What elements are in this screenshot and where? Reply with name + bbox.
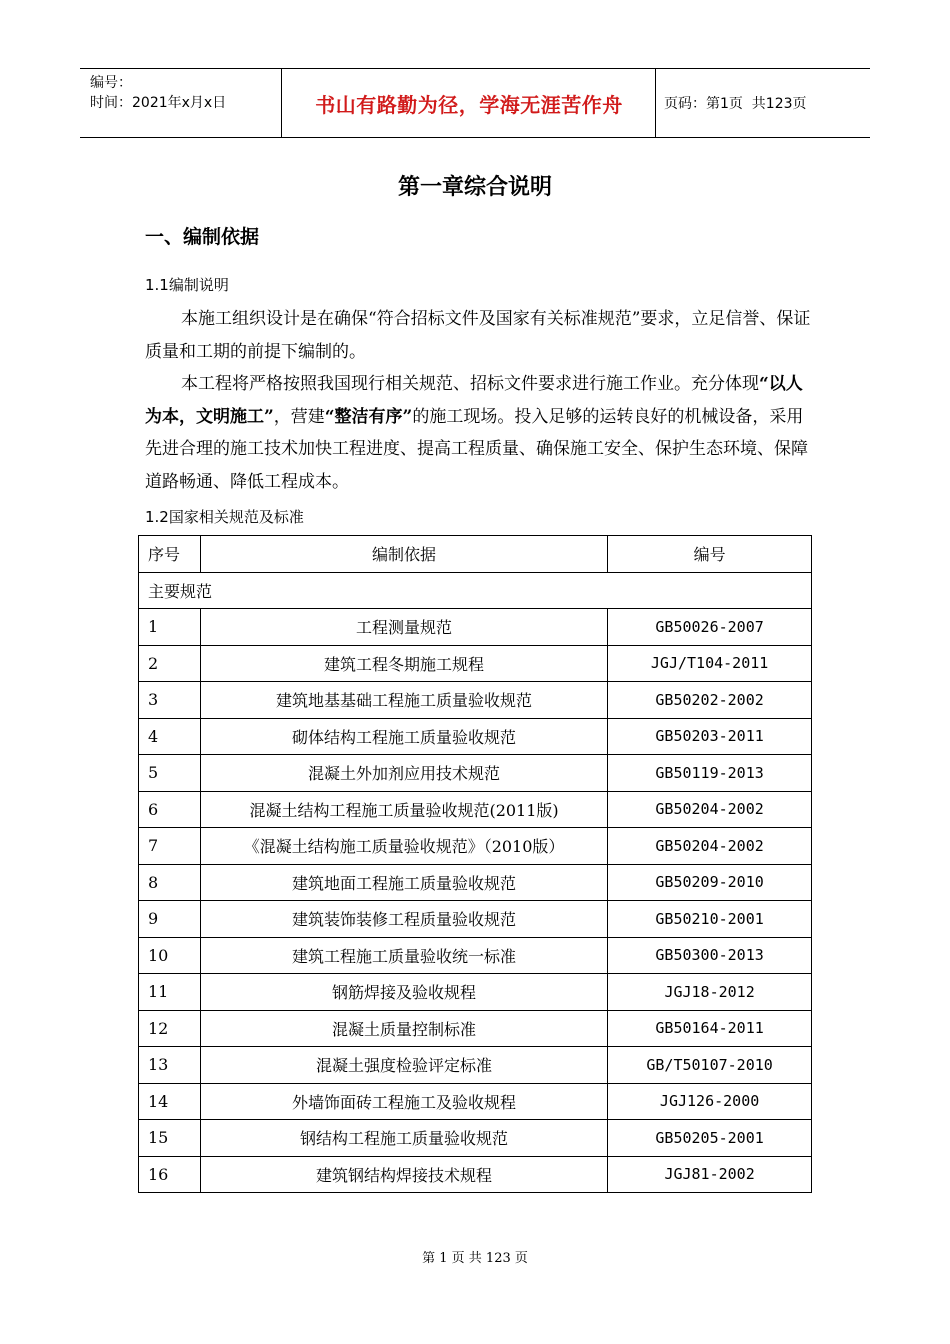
row-index: 4	[139, 718, 201, 755]
table-row	[139, 1047, 812, 1084]
column-header: 序号	[139, 536, 201, 573]
table-row	[139, 901, 812, 938]
standard-code: GB50204-2002	[608, 828, 812, 865]
document-number-label: 编号：	[90, 75, 132, 91]
paragraph: 本施工组织设计是在确保“符合招标文件及国家有关标准规范”要求，立足信誉、保证质量和工期的前提下编制的。	[145, 309, 811, 362]
paragraph-text: 的施工现场。投入足够的运转良好的机械设备，采用先进合理的施工技术加快工程进度、提高工程质量、确保施工安全、保护生态环境、保障道路畅通、降低工程成本。	[145, 406, 808, 492]
paragraph-text: ，营建	[273, 406, 325, 427]
standard-name: 工程测量规范	[200, 609, 607, 646]
table-row	[139, 1120, 812, 1157]
standard-name: 外墙饰面砖工程施工及验收规程	[200, 1083, 607, 1120]
header-meta	[90, 73, 226, 113]
standard-code: GB50204-2002	[608, 791, 812, 828]
standard-code: GB50209-2010	[608, 864, 812, 901]
table-group-row	[139, 572, 812, 609]
row-index: 16	[139, 1156, 201, 1193]
table-row	[139, 974, 812, 1011]
standard-name: 建筑钢结构焊接技术规程	[200, 1156, 607, 1193]
row-index: 5	[139, 755, 201, 792]
page-footer: 第 1 页 共 123 页	[422, 1251, 528, 1266]
row-index: 10	[139, 937, 201, 974]
row-index: 12	[139, 1010, 201, 1047]
table-row	[139, 682, 812, 719]
row-index: 9	[139, 901, 201, 938]
emphasis-text: “整洁有序”	[324, 406, 413, 427]
table-row	[139, 1083, 812, 1120]
column-header: 编制依据	[200, 536, 607, 573]
header-page-info: 页码：第1页 共123页	[664, 96, 807, 112]
standard-name: 混凝土质量控制标准	[200, 1010, 607, 1047]
standard-name: 砌体结构工程施工质量验收规范	[200, 718, 607, 755]
standard-code: GB50300-2013	[608, 937, 812, 974]
row-index: 6	[139, 791, 201, 828]
table-row	[139, 718, 812, 755]
standard-name: 建筑地面工程施工质量验收规范	[200, 864, 607, 901]
standard-name: 建筑工程施工质量验收统一标准	[200, 937, 607, 974]
standard-code: JGJ126-2000	[608, 1083, 812, 1120]
standard-name: 混凝土强度检验评定标准	[200, 1047, 607, 1084]
table-row	[139, 645, 812, 682]
header-divider	[281, 69, 282, 137]
section-heading: 一、编制依据	[145, 226, 260, 248]
table-row	[139, 609, 812, 646]
row-index: 11	[139, 974, 201, 1011]
standard-name: 混凝土结构工程施工质量验收规范(2011版)	[200, 791, 607, 828]
row-index: 7	[139, 828, 201, 865]
standard-code: JGJ81-2002	[608, 1156, 812, 1193]
standard-code: GB50026-2007	[608, 609, 812, 646]
standard-code: GB50210-2001	[608, 901, 812, 938]
header-divider	[655, 69, 656, 137]
standard-code: GB/T50107-2010	[608, 1047, 812, 1084]
header-motto: 书山有路勤为径，学海无涯苦作舟	[315, 92, 623, 117]
table-row	[139, 937, 812, 974]
row-index: 13	[139, 1047, 201, 1084]
document-date: 时间：2021年x月x日	[90, 95, 227, 111]
row-index: 14	[139, 1083, 201, 1120]
standard-name: 混凝土外加剂应用技术规范	[200, 755, 607, 792]
chapter-title: 第一章综合说明	[397, 175, 552, 200]
column-header: 编号	[608, 536, 812, 573]
standard-code: GB50205-2001	[608, 1120, 812, 1157]
standard-name: 钢结构工程施工质量验收规范	[200, 1120, 607, 1157]
standard-code: GB50203-2011	[608, 718, 812, 755]
table-row	[139, 828, 812, 865]
standards-table	[138, 535, 812, 1193]
standard-name: 建筑装饰装修工程质量验收规范	[200, 901, 607, 938]
row-index: 3	[139, 682, 201, 719]
standard-name: 建筑地基基础工程施工质量验收规范	[200, 682, 607, 719]
paragraph	[145, 368, 811, 498]
standard-code: JGJ/T104-2011	[608, 645, 812, 682]
row-index: 2	[139, 645, 201, 682]
standard-code: GB50202-2002	[608, 682, 812, 719]
table-row	[139, 1010, 812, 1047]
standard-name: 建筑工程冬期施工规程	[200, 645, 607, 682]
table-row	[139, 791, 812, 828]
table-row	[139, 755, 812, 792]
table-row	[139, 864, 812, 901]
row-index: 15	[139, 1120, 201, 1157]
standard-name: 《混凝土结构施工质量验收规范》（2010版）	[200, 828, 607, 865]
subsection-heading: 1.2国家相关规范及标准	[145, 508, 304, 526]
page-header	[80, 68, 870, 138]
subsection-heading: 1.1编制说明	[145, 276, 229, 294]
standard-code: JGJ18-2012	[608, 974, 812, 1011]
table-row	[139, 1156, 812, 1193]
row-index: 1	[139, 609, 201, 646]
table-header-row	[139, 536, 812, 573]
standard-name: 钢筋焊接及验收规程	[200, 974, 607, 1011]
group-label: 主要规范	[139, 572, 812, 609]
standard-code: GB50164-2011	[608, 1010, 812, 1047]
paragraph-text: 本工程将严格按照我国现行相关规范、招标文件要求进行施工作业。充分体现	[181, 374, 759, 394]
emphasis-text: “以人为本，文明施工”	[145, 374, 803, 427]
standard-code: GB50119-2013	[608, 755, 812, 792]
row-index: 8	[139, 864, 201, 901]
